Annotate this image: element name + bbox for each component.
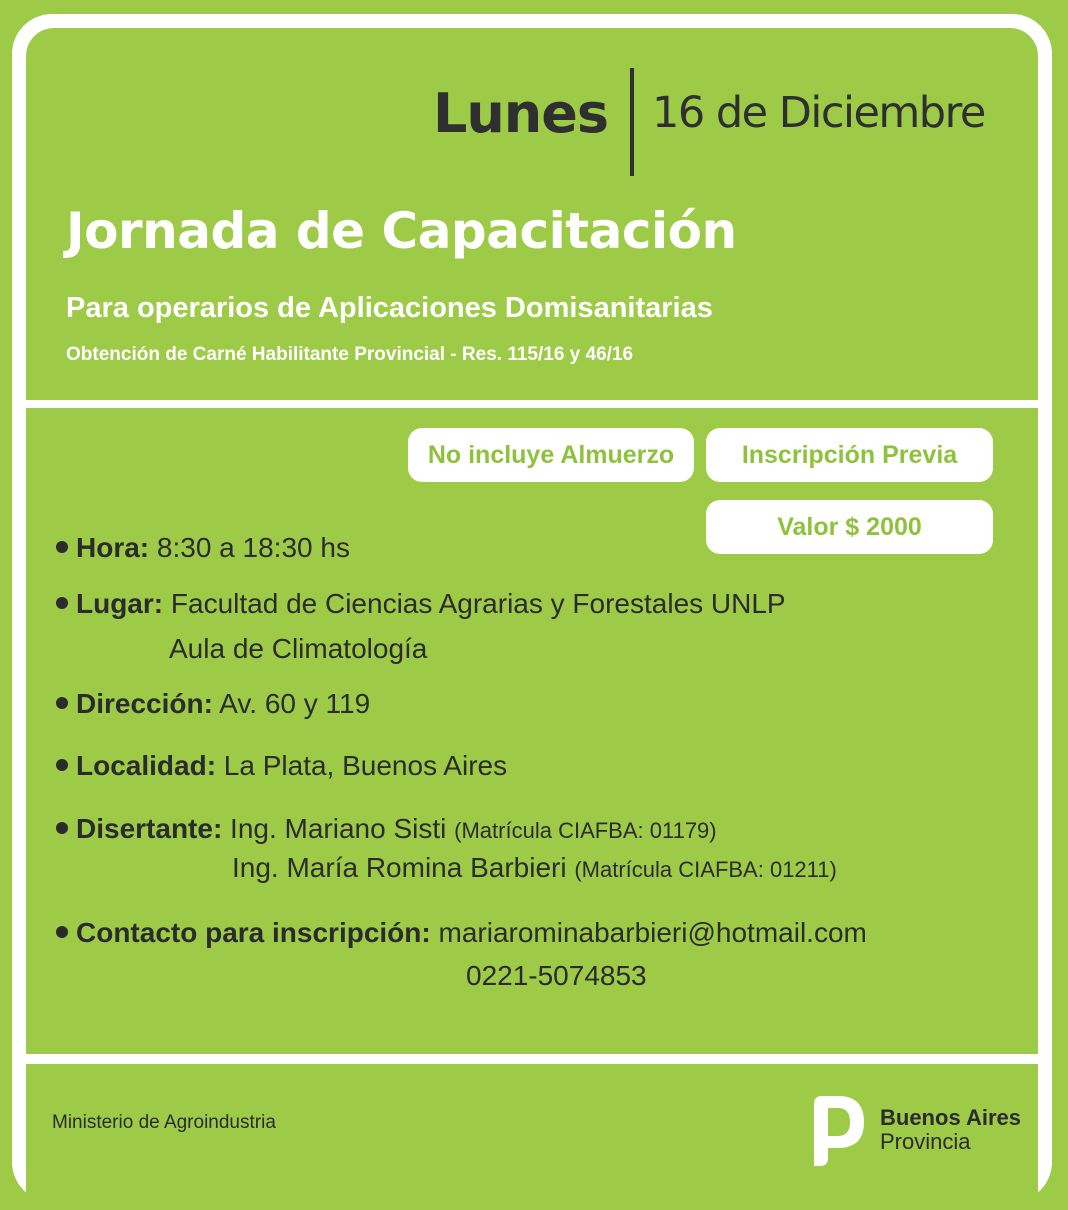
detail-localidad (56, 750, 507, 782)
bullet-icon (56, 822, 68, 834)
disertante-2-name: Ing. María Romina Barbieri (232, 852, 567, 883)
localidad-label: Localidad: (76, 750, 217, 781)
event-subtitle: Para operarios de Aplicaciones Domisanitarias (66, 292, 713, 324)
contacto-email: mariarominabarbieri@hotmail.com (438, 917, 867, 948)
lugar-value-line2: Aula de Climatología (169, 633, 428, 664)
bullet-icon (56, 541, 68, 553)
disertante-2 (232, 852, 837, 884)
detail-direccion (56, 688, 370, 720)
disertante-1-name: Ing. Mariano Sisti (230, 813, 447, 844)
buenos-aires-logo-icon (810, 1092, 868, 1168)
detail-disertante (56, 813, 717, 845)
contacto-phone: 0221-5074853 (466, 960, 647, 991)
contacto-label: Contacto para inscripción: (76, 917, 431, 948)
direccion-value: Av. 60 y 119 (219, 688, 371, 719)
disertante-2-matricula: (Matrícula CIAFBA: 01211) (574, 857, 837, 882)
no-lunch-badge: No incluye Almuerzo (408, 428, 694, 482)
direccion-label: Dirección: (76, 688, 213, 719)
bullet-icon (56, 697, 68, 709)
localidad-value: La Plata, Buenos Aires (223, 750, 508, 781)
event-day: Lunes (432, 82, 608, 145)
brand-line1: Buenos Aires (880, 1105, 1022, 1130)
registration-badge: Inscripción Previa (706, 428, 993, 482)
event-note: Obtención de Carné Habilitante Provincial - Res. 115/16 y 46/16 (66, 344, 634, 365)
price-badge: Valor $ 2000 (706, 500, 993, 554)
hora-value: 8:30 a 18:30 hs (156, 532, 350, 563)
event-date (0, 64, 1068, 176)
bullet-icon (56, 759, 68, 771)
detail-contacto (56, 917, 867, 949)
lugar-label: Lugar: (76, 588, 164, 619)
date-divider (630, 68, 634, 176)
hora-label: Hora: (76, 532, 150, 563)
detail-lugar (56, 588, 786, 620)
disertante-1-matricula: (Matrícula CIAFBA: 01179) (454, 818, 717, 843)
ministry-name: Ministerio de Agroindustria (52, 1112, 276, 1133)
bullet-icon (56, 597, 68, 609)
detail-hora (56, 532, 350, 564)
event-date-text: 16 de Diciembre (652, 88, 985, 138)
event-title: Jornada de Capacitación (66, 202, 737, 260)
lugar-value-line1: Facultad de Ciencias Agrarias y Forestales UNLP (170, 588, 786, 619)
brand-line2: Provincia (880, 1129, 971, 1154)
bullet-icon (56, 926, 68, 938)
disertante-label: Disertante: (76, 813, 223, 844)
